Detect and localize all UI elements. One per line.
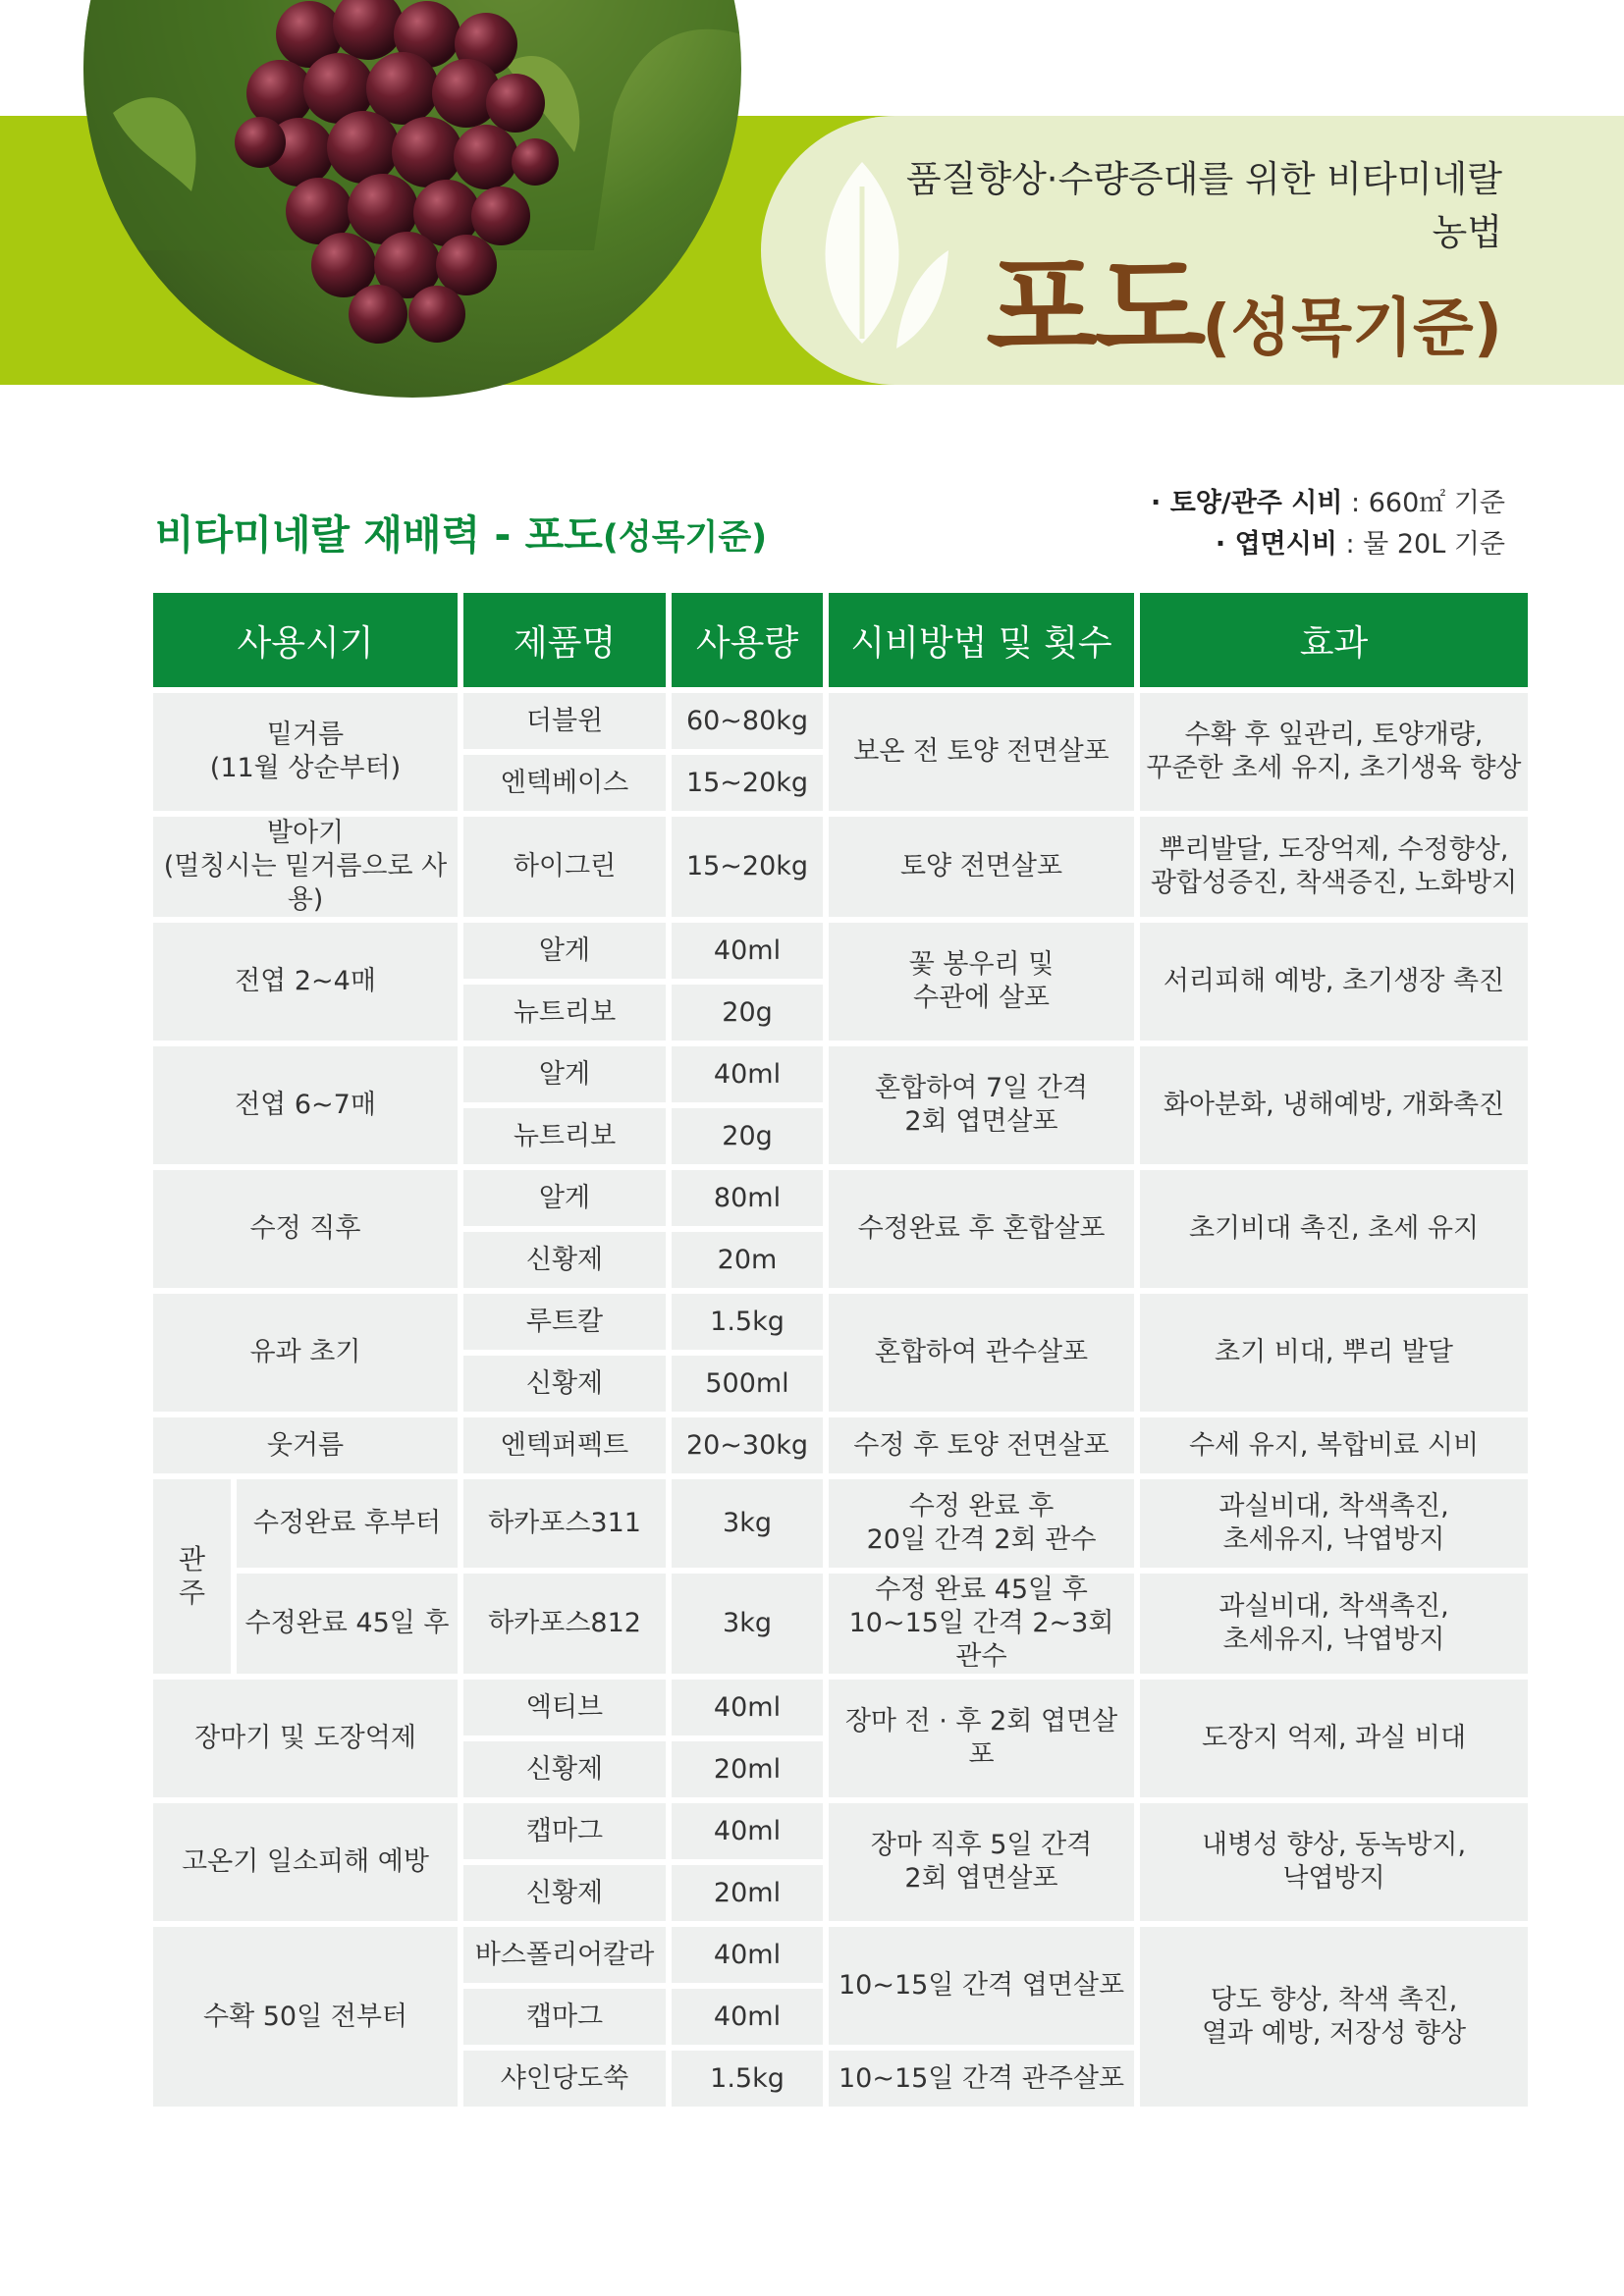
table-row (153, 693, 1528, 749)
fertilization-table (147, 587, 1534, 2112)
cell-period: 수정완료 후부터 (237, 1479, 458, 1568)
note-soil-value: : 660㎡ 기준 (1342, 488, 1505, 518)
cell-product: 뉴트리보 (463, 1108, 666, 1164)
cell-amount: 40ml (672, 923, 823, 979)
section-title (155, 503, 767, 561)
cell-amount: 40ml (672, 1680, 823, 1735)
section-title-sub: (성목기준) (602, 518, 768, 558)
cell-amount: 500ml (672, 1356, 823, 1412)
table-row (153, 1046, 1528, 1102)
header-effect: 효과 (1140, 593, 1528, 687)
header-product: 제품명 (463, 593, 666, 687)
application-notes (982, 483, 1505, 565)
cell-amount: 60~80kg (672, 693, 823, 749)
cell-effect: 뿌리발달, 도장억제, 수정향상, 광합성증진, 착색증진, 노화방지 (1140, 817, 1528, 917)
cell-effect: 화아분화, 냉해예방, 개화촉진 (1140, 1046, 1528, 1164)
cell-product: 하카포스812 (463, 1574, 666, 1674)
cell-method: 수정 완료 후 20일 간격 2회 관수 (829, 1479, 1134, 1568)
cell-effect: 도장지 억제, 과실 비대 (1140, 1680, 1528, 1797)
cell-product: 캡마그 (463, 1803, 666, 1859)
table-row (153, 1417, 1528, 1473)
cell-effect: 초기비대 촉진, 초세 유지 (1140, 1170, 1528, 1288)
cell-product: 하카포스311 (463, 1479, 666, 1568)
page-title-sub: (성목기준) (1202, 293, 1502, 365)
cell-method: 10~15일 간격 관주살포 (829, 2051, 1134, 2107)
note-soil-label: · 토양/관주 시비 (1151, 488, 1343, 518)
note-foliar-label: · 엽면시비 (1215, 529, 1337, 560)
cell-product: 엔텍베이스 (463, 755, 666, 811)
header-method: 시비방법 및 횟수 (829, 593, 1134, 687)
note-soil (982, 483, 1505, 524)
cell-amount: 3kg (672, 1479, 823, 1568)
cell-period: 수확 50일 전부터 (153, 1927, 458, 2107)
table-row (153, 1170, 1528, 1226)
table-row (153, 817, 1528, 917)
cell-amount: 40ml (672, 1927, 823, 1983)
cell-amount: 20~30kg (672, 1417, 823, 1473)
cell-period: 유과 초기 (153, 1294, 458, 1412)
header-subtitle: 품질향상·수량증대를 위한 비타미네랄 농법 (905, 158, 1502, 253)
cell-method: 장마 전 · 후 2회 엽면살포 (829, 1680, 1134, 1797)
cell-amount: 20g (672, 985, 823, 1041)
cell-amount: 1.5kg (672, 2051, 823, 2107)
page-title-main: 포도 (986, 241, 1203, 377)
table-row (153, 1479, 1528, 1568)
cell-effect: 수확 후 잎관리, 토양개량, 꾸준한 초세 유지, 초기생육 향상 (1140, 693, 1528, 811)
cell-product: 하이그린 (463, 817, 666, 917)
cell-product: 신황제 (463, 1865, 666, 1921)
cell-amount: 3kg (672, 1574, 823, 1674)
page-title (884, 216, 1502, 383)
cell-product: 신황제 (463, 1232, 666, 1288)
table-header-row (153, 593, 1528, 687)
table-row (153, 1574, 1528, 1674)
cell-period: 웃거름 (153, 1417, 458, 1473)
cell-method: 장마 직후 5일 간격 2회 엽면살포 (829, 1803, 1134, 1921)
table-row (153, 1803, 1528, 1859)
cell-product: 알게 (463, 923, 666, 979)
table-row (153, 1927, 1528, 1983)
cell-product: 샤인당도쑥 (463, 2051, 666, 2107)
cell-period: 발아기 (멀칭시는 밑거름으로 사용) (153, 817, 458, 917)
cell-period: 밑거름 (11월 상순부터) (153, 693, 458, 811)
header-period: 사용시기 (153, 593, 458, 687)
cell-amount: 20g (672, 1108, 823, 1164)
cell-product: 더블윈 (463, 693, 666, 749)
cell-amount: 20ml (672, 1865, 823, 1921)
cell-method: 수정 완료 45일 후 10~15일 간격 2~3회 관수 (829, 1574, 1134, 1674)
cell-product: 신황제 (463, 1741, 666, 1797)
cell-product: 알게 (463, 1170, 666, 1226)
cell-product: 바스폴리어칼라 (463, 1927, 666, 1983)
cell-method: 10~15일 간격 엽면살포 (829, 1927, 1134, 2045)
cell-product: 루트칼 (463, 1294, 666, 1350)
cell-amount: 20ml (672, 1741, 823, 1797)
cell-effect: 내병성 향상, 동녹방지, 낙엽방지 (1140, 1803, 1528, 1921)
cell-effect: 과실비대, 착색촉진, 초세유지, 낙엽방지 (1140, 1479, 1528, 1568)
cell-amount: 20m (672, 1232, 823, 1288)
cell-amount: 15~20kg (672, 817, 823, 917)
cell-method: 보온 전 토양 전면살포 (829, 693, 1134, 811)
header-amount: 사용량 (672, 593, 823, 687)
table-row (153, 1680, 1528, 1735)
cell-method: 토양 전면살포 (829, 817, 1134, 917)
cell-period: 수정 직후 (153, 1170, 458, 1288)
cell-amount: 15~20kg (672, 755, 823, 811)
cell-amount: 40ml (672, 1989, 823, 2045)
cell-product: 캡마그 (463, 1989, 666, 2045)
table-row (153, 1294, 1528, 1350)
cell-method: 혼합하여 관수살포 (829, 1294, 1134, 1412)
cell-amount: 80ml (672, 1170, 823, 1226)
cell-method: 꽃 봉우리 및 수관에 살포 (829, 923, 1134, 1041)
section-title-main: 비타미네랄 재배력 - 포도 (155, 511, 603, 559)
cell-period: 장마기 및 도장억제 (153, 1680, 458, 1797)
cell-amount: 1.5kg (672, 1294, 823, 1350)
cell-amount: 40ml (672, 1803, 823, 1859)
cell-gwanju-label: 관 주 (153, 1479, 231, 1674)
note-foliar (982, 524, 1505, 565)
cell-period: 수정완료 45일 후 (237, 1574, 458, 1674)
cell-product: 뉴트리보 (463, 985, 666, 1041)
cell-product: 알게 (463, 1046, 666, 1102)
cell-effect: 초기 비대, 뿌리 발달 (1140, 1294, 1528, 1412)
cell-product: 엔텍퍼펙트 (463, 1417, 666, 1473)
cell-period: 전엽 6~7매 (153, 1046, 458, 1164)
cell-product: 엑티브 (463, 1680, 666, 1735)
cell-method: 수정완료 후 혼합살포 (829, 1170, 1134, 1288)
cell-effect: 수세 유지, 복합비료 시비 (1140, 1417, 1528, 1473)
cell-period: 고온기 일소피해 예방 (153, 1803, 458, 1921)
cell-effect: 과실비대, 착색촉진, 초세유지, 낙엽방지 (1140, 1574, 1528, 1674)
note-foliar-value: : 물 20L 기준 (1336, 529, 1505, 560)
cell-method: 수정 후 토양 전면살포 (829, 1417, 1134, 1473)
cell-effect: 당도 향상, 착색 촉진, 열과 예방, 저장성 향상 (1140, 1927, 1528, 2107)
cell-method: 혼합하여 7일 간격 2회 엽면살포 (829, 1046, 1134, 1164)
cell-effect: 서리피해 예방, 초기생장 촉진 (1140, 923, 1528, 1041)
cell-period: 전엽 2~4매 (153, 923, 458, 1041)
table-row (153, 923, 1528, 979)
cell-product: 신황제 (463, 1356, 666, 1412)
cell-amount: 40ml (672, 1046, 823, 1102)
